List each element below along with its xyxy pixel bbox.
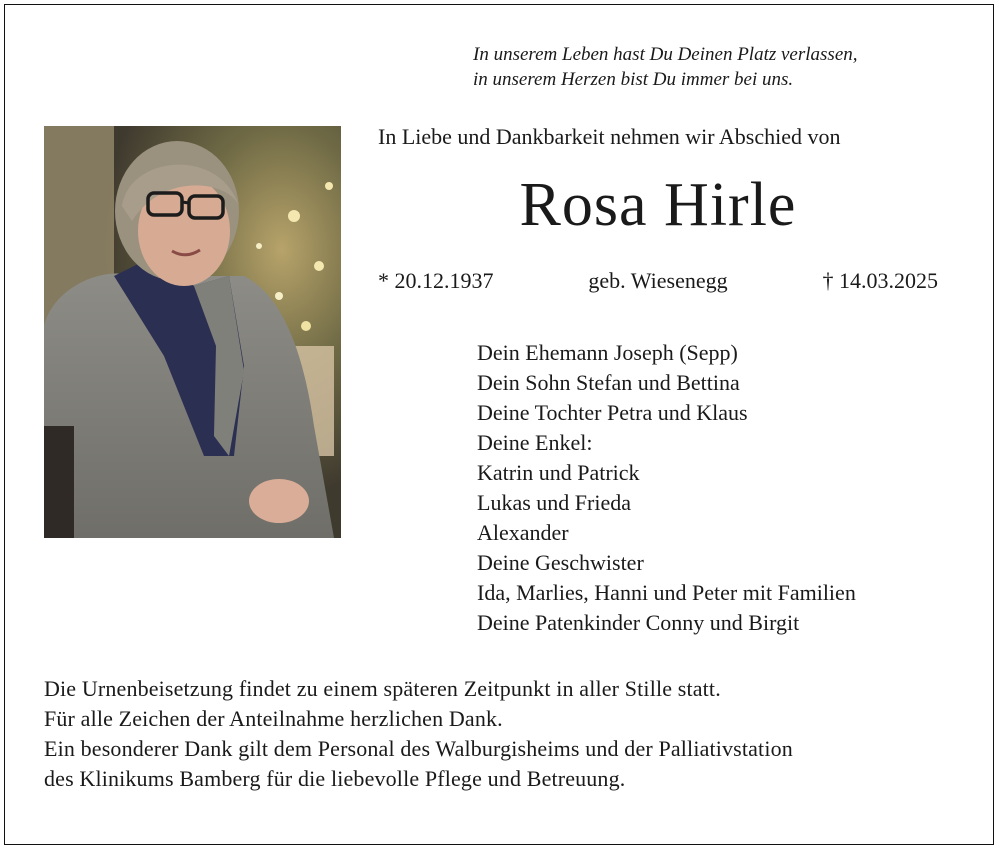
mourner-entry: Deine Geschwister	[477, 550, 644, 575]
closing-line: Für alle Zeichen der Anteilnahme herzlichen Dank.	[44, 706, 503, 731]
death-date: † 14.03.2025	[822, 268, 938, 293]
mourner-entry: Deine Patenkinder Conny und Birgit	[477, 610, 800, 635]
mourner-entry: Deine Enkel:	[477, 430, 593, 455]
mourners-list	[477, 338, 856, 638]
quote-line-1: In unserem Leben hast Du Deinen Platz verlassen,	[473, 44, 858, 65]
mourner-entry: Lukas und Frieda	[477, 490, 631, 515]
portrait-image	[44, 126, 341, 538]
birth-date: * 20.12.1937	[378, 268, 494, 293]
portrait-photo	[44, 126, 341, 538]
life-dates	[378, 268, 938, 294]
memorial-quote	[473, 42, 943, 92]
closing-notice	[44, 674, 793, 794]
mourner-entry: Ida, Marlies, Hanni und Peter mit Familien	[477, 580, 856, 605]
mourner-entry: Dein Ehemann Joseph (Sepp)	[477, 340, 738, 365]
closing-line: des Klinikums Bamberg für die liebevolle Pflege und Betreuung.	[44, 766, 626, 791]
closing-line: Die Urnenbeisetzung findet zu einem späteren Zeitpunkt in aller Stille statt.	[44, 676, 721, 701]
closing-line: Ein besonderer Dank gilt dem Personal des Walburgisheims und der Palliativstation	[44, 736, 793, 761]
deceased-name: Rosa Hirle	[519, 171, 797, 239]
farewell-intro: In Liebe und Dankbarkeit nehmen wir Abschied von	[378, 124, 841, 149]
quote-line-2: in unserem Herzen bist Du immer bei uns.	[473, 69, 794, 90]
mourner-entry: Alexander	[477, 520, 569, 545]
maiden-name: geb. Wiesenegg	[588, 268, 728, 293]
mourner-entry: Deine Tochter Petra und Klaus	[477, 400, 748, 425]
mourner-entry: Katrin und Patrick	[477, 460, 640, 485]
mourner-entry: Dein Sohn Stefan und Bettina	[477, 370, 740, 395]
